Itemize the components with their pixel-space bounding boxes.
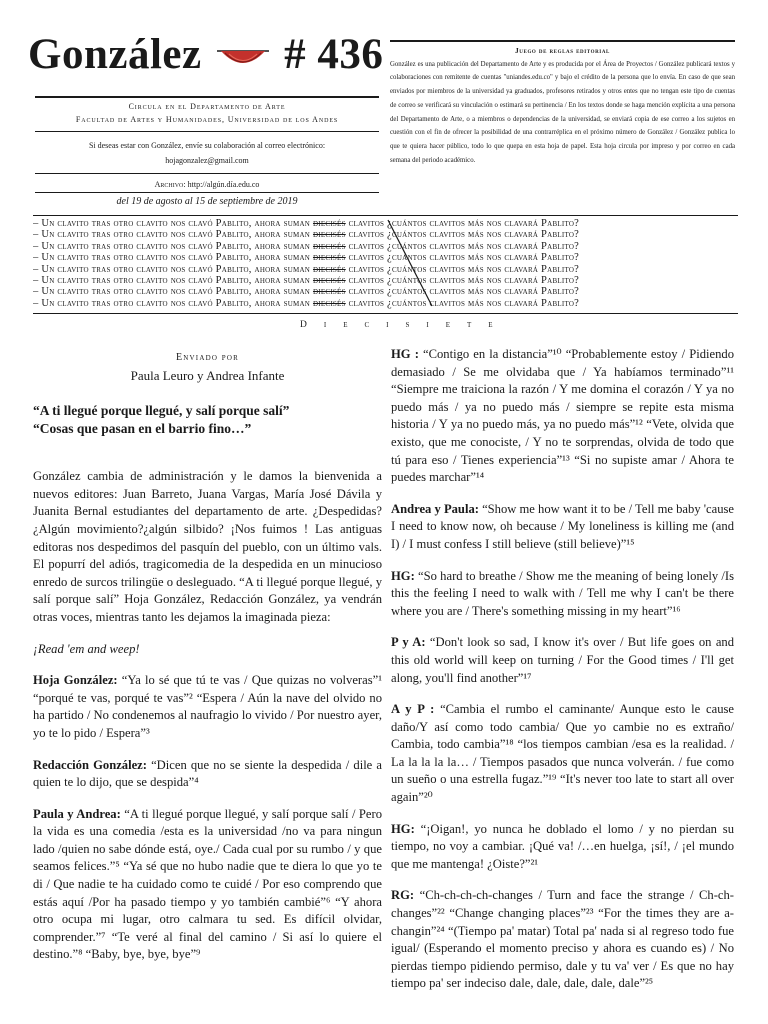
clavito-rest: clavitos ¿cuántos clavitos más nos clavará Pablito?	[345, 229, 580, 241]
lyric-text: “Dicen que no se siente la despedida / dile a quien te lo dijo, que se despida”⁴	[33, 757, 382, 790]
newspaper-title	[28, 30, 383, 79]
struck-number: diecisés	[312, 275, 346, 287]
rules-title: Juego de reglas editorial	[515, 46, 610, 55]
right-dialogue-paragraph	[391, 701, 734, 807]
lyric-text: “So hard to breathe / Show me the meaning of being lonely /Is this the feeling I need to walk with / Tell me why I can't be there where you are / There's something missing in my heart”¹⁶	[391, 568, 734, 618]
rules-box	[390, 44, 735, 167]
lyric-text: “Show me how want it to be / Tell me baby 'cause I need to know now, oh because / My loneliness is killing me (and I) / I must confess I still believe (still believe)”¹⁵	[391, 501, 735, 551]
clavito-rest: clavitos ¿cuántos clavitos más nos clavará Pablito?	[345, 218, 580, 229]
right-dialogue-paragraph	[391, 634, 734, 687]
authors: Paula Leuro y Andrea Infante	[130, 367, 285, 383]
title-left: González	[28, 31, 202, 78]
clavito-rest: clavitos ¿cuántos clavitos más nos clavará Pablito?	[345, 297, 580, 309]
lyric-text: “A ti llegué porque llegué, y salí porque salí / Pero la vida es una comedia /esta es la universidad /no va para ningun lado /quien no sabe dónde está, oye./ Cada cual por su rumbo / y que seamos felices.”⁵ “Ya sé que no hubo nadie que te diera lo que yo te di / Que nadie te ha cuidado como te cuidé / Por eso comprendo que estás aquí /Por ha pasado tiempo y yo también cambié”⁶ “Y ahora otro ocupa mi lugar, otro calmara tu sed. Es difícil olvidar, comprender.”⁷ “Te veré al final del camino / Si así lo quiere el destino.”⁸ “Baby, bye, bye, bye”⁹	[33, 806, 382, 962]
scratch-mark	[380, 216, 440, 311]
left-dialogue-paragraph	[33, 757, 382, 792]
epigraph	[33, 402, 382, 438]
clavito-rest: clavitos ¿cuántos clavitos más nos clavará Pablito?	[345, 286, 580, 298]
lyric-text: “Contigo en la distancia”¹⁰ “Probablemente estoy / Pidiendo demasiado / Se me olvidaba que / Ya habíamos terminado”¹¹ “Siempre me traiciona la razón / Y me domina el corazón / Y ya no puedo más / ya no puedo más / siempre se repite esta misma historia / Y ya no puedo más, ya no puedo más”¹² “Vete, olvida que existo, que me conociste, / Y no te sorprendas, olvida de todo que tú para eso / Tienes experiencia”¹³ “Si no supiste amar / Ahora te puedes marchar”¹⁴	[391, 347, 734, 485]
clavito-text: – Un clavito tras otro clavito nos clavó Pablito, ahora suman	[33, 229, 313, 241]
sent-by: Enviado por	[175, 352, 240, 363]
rule-3	[35, 173, 379, 174]
left-dialogue	[33, 672, 382, 964]
title-right: # 436	[284, 31, 384, 78]
struck-number: diecisés	[312, 297, 346, 309]
clavito-rest: clavitos ¿cuántos clavitos más nos clavará Pablito?	[345, 275, 580, 287]
clavito-rest: clavitos ¿cuántos clavitos más nos clavará Pablito?	[345, 263, 580, 275]
epigraph-1: “A ti llegué porque llegué, y salí porque salí”	[33, 403, 290, 419]
clavito-text: – Un clavito tras otro clavito nos clavó Pablito, ahora suman	[33, 263, 313, 275]
struck-number: diecisés	[312, 252, 346, 264]
speaker-name: RG:	[391, 888, 420, 903]
speaker-name: HG :	[391, 347, 423, 361]
speaker-name: A y P :	[391, 702, 441, 717]
rule-clavitos-bottom	[33, 313, 738, 314]
speaker-name: Hoja González:	[33, 673, 122, 688]
struck-number: diecisés	[312, 263, 346, 275]
clavito-rest: clavitos ¿cuántos clavitos más nos clavará Pablito?	[345, 240, 580, 252]
struck-number: diecisés	[312, 218, 346, 229]
epigraph-2: “Cosas que pasan en el barrio fino…”	[33, 421, 252, 437]
archive-url[interactable]: http://algún.día.edu.co	[187, 180, 260, 189]
right-dialogue-paragraph	[391, 887, 734, 993]
right-dialogue-paragraph	[391, 568, 734, 621]
speaker-name: HG:	[391, 568, 419, 583]
masthead-line2: Facultad de Artes y Humanidades, Universidad de los Andes	[75, 115, 339, 124]
clavito-text: – Un clavito tras otro clavito nos clavó Pablito, ahora suman	[33, 286, 313, 298]
right-dialogue-paragraph	[391, 501, 734, 554]
clavito-text: – Un clavito tras otro clavito nos clavó Pablito, ahora suman	[33, 218, 313, 229]
lyric-text: “Ya lo sé que tú te vas / Que quizas no volveras”¹ “porqué te vas, porqué te vas”² “Espera / Aún la nave del olvido no ha partido / No condenemos al naufragio lo vivido / Por nuestro ayer, yo te lo pido / Espera”³	[33, 673, 382, 740]
rules-rule-top	[390, 40, 735, 42]
struck-number: diecisés	[312, 286, 346, 298]
left-dialogue-paragraph	[33, 672, 382, 742]
clavito-text: – Un clavito tras otro clavito nos clavó Pablito, ahora suman	[33, 240, 313, 252]
speaker-name: P y A:	[391, 635, 430, 650]
lyric-text: “Cambia el rumbo el caminante/ Aunque esto le cause daño/Y así como todo cambia/ Que yo cambie no es extraño/ Cambia, todo cambia”¹⁸ “los tiempos cambian /esa es la realidad. / La la la la la… / Tiempos pasados que nunca volverán. / fue como un sueño o una estrella fugaz.”¹⁹ “It's never too late to start all over again”²⁰	[391, 702, 734, 805]
speaker-name: Andrea y Paula:	[391, 501, 483, 516]
masthead-line1: Circula en el Departamento de Arte	[128, 102, 286, 111]
lyric-text: “Don't look so sad, I know it's over / But life goes on and this old world will keep on turning / For the Good times / I'll get along, you'll find another”¹⁷	[391, 635, 734, 685]
struck-number: diecisés	[312, 240, 346, 252]
rule-4	[35, 192, 379, 193]
speaker-name: Paula y Andrea:	[33, 806, 125, 821]
left-column	[33, 346, 382, 978]
speaker-name: HG:	[391, 821, 421, 836]
rule-2	[35, 131, 379, 132]
contact-block	[35, 139, 379, 167]
struck-number: diecisés	[312, 229, 346, 241]
contact-line: Si deseas estar con González, envíe su colaboración al correo electrónico:	[88, 141, 326, 150]
lyric-text: “¡Oigan!, yo nunca he doblado el lomo / y no pierdan su tiempo, no voy a cambiar. ¡Qué va! /…en huelga, ¡sí!, / ¡el mundo que me mantenga! ¿Oiste?”²¹	[391, 821, 734, 871]
number-word: Diecisiete	[300, 320, 510, 330]
speaker-name: Redacción González:	[33, 757, 152, 772]
clavito-text: – Un clavito tras otro clavito nos clavó Pablito, ahora suman	[33, 297, 313, 309]
archive-line	[35, 178, 379, 191]
left-dialogue-paragraph	[33, 806, 382, 964]
contact-email[interactable]: hojagonzalez@gmail.com	[165, 156, 249, 165]
clavito-text: – Un clavito tras otro clavito nos clavó Pablito, ahora suman	[33, 252, 313, 264]
clavito-rest: clavitos ¿cuántos clavitos más nos clavará Pablito?	[345, 252, 580, 264]
intro-paragraph: González cambia de administración y le damos la bienvenida a nuevos editores: Juan Barreto, Juana Vargas, María José Dávila y Juanita Bernal estudiantes del departamento de arte. ¿Despedidas?¿Algún movimiento?¿algún silbido? ¡Nos fuimos ! Las antiguas editoras nos despedimos del pasquín del pueblo, con un último vals. El popurrí del adiós, tragicomedia de la despedida en un minucioso enredo de surcos trilingüe o desleguado. “A ti llegué porque llegué, y salí porque salí” Hoja González, Redacción González, ya vendrán otras voces, mientras tanto les dejamos la imaginada pieza:	[33, 469, 382, 624]
right-dialogue-paragraph	[391, 821, 734, 874]
clavito-text: – Un clavito tras otro clavito nos clavó Pablito, ahora suman	[33, 275, 313, 287]
rules-text: González es una publicación del Departamento de Arte y es producida por el Área de Proyectos / González publicará textos y colaboraciones con remitente de cuentas "uniandes.edu.co" y bajo el crédito de la persona que lo envía. En caso de que sean enviados por miembros de la universidad ya graduados, profesores retirados y otros entes que no tengan este tipo de cuentas de correo se verificará su vinculación o estimará su pertinencia / En los textos donde se haga mención explícita a una persona del Departamento de Arte, o a miembros o dependencias de la universidad, se enviará copia de ese correo a los sujetos en cuestión con el fin de ofrecer la posibilidad de una contrarréplica en el próximo número de González / González publica lo que te quiera hacer público, todo lo que quepa en esta hoja de papel. Esta hoja circula por impreso y por correo en cada semana del periodo académico.	[390, 60, 735, 164]
issue-dates: del 19 de agosto al 15 de septiembre de 2019	[116, 196, 298, 207]
rule-top	[35, 96, 379, 98]
lyric-text: “Ch-ch-ch-ch-changes / Turn and face the strange / Ch-ch-changes”²² “Change changing places”²³ “For the times they are a-changin”²⁴ “(Tiempo pa' matar) Total pa' nada si al regreso todo fue igual/ (Esperando el momento preciso y ahora es cuando es) / No pierdas tiempo pidiendo permiso, dale y tu va' ver / Es que no hay tiempo pa' ser indeciso dale, dale, dale, dale, dale”²⁵	[391, 888, 734, 991]
archive-label: Archivo:	[154, 180, 186, 189]
right-column	[391, 346, 734, 1007]
right-dialogue-paragraph	[391, 346, 734, 487]
hammock-icon	[215, 41, 271, 75]
readem-line: ¡Read 'em and weep!	[33, 641, 140, 656]
